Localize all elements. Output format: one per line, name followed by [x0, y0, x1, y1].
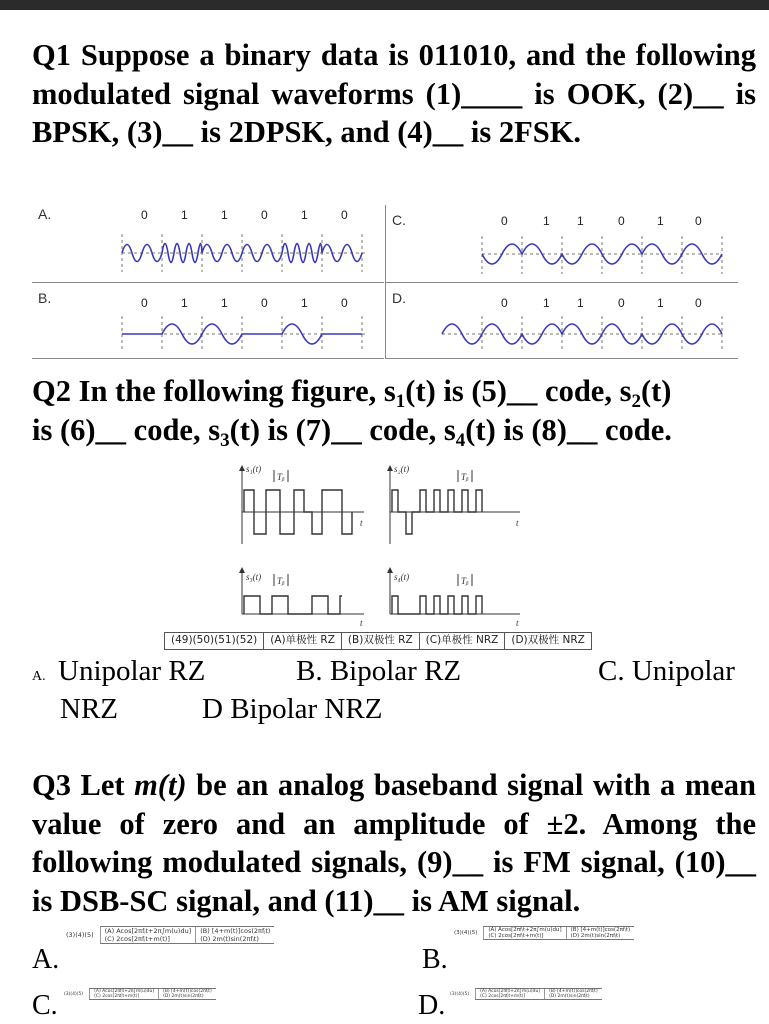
q2-text-part: (t) is (8)__ code. — [465, 412, 672, 447]
bit-label: 1 — [577, 296, 584, 310]
waveform-panel-b — [38, 290, 378, 356]
bit-label: 1 — [657, 296, 664, 310]
formula-tag: (3)(4)(5) — [454, 930, 478, 936]
subscript: 1 — [395, 391, 406, 412]
s4-label: s₄(t) — [394, 572, 410, 582]
top-bar — [0, 0, 769, 10]
t-axis-label: t — [360, 618, 363, 628]
panel-letter: C. — [392, 212, 406, 228]
bit-label: 1 — [181, 296, 188, 310]
q3-option-b-label: B. — [422, 944, 448, 975]
formula-cell: (B) [4+m(t)]cos(2πfⱼt) — [566, 927, 634, 933]
formula-cell: (D) 2m(t)sin(2πfⱼt) — [158, 994, 216, 999]
q3-option-b-formulas — [454, 926, 634, 940]
q3-option-a-label: A. — [32, 944, 60, 975]
bit-label: 0 — [695, 296, 702, 310]
option-letter: A. — [32, 669, 46, 684]
bit-label: 0 — [618, 214, 625, 228]
bit-label: 1 — [657, 214, 664, 228]
bit-label: 0 — [618, 296, 625, 310]
option-d: D Bipolar NRZ — [202, 693, 383, 725]
bit-label: 0 — [341, 208, 348, 222]
q3-text-part: be an analog baseband signal with a mean value of zero and an amplitude of ±2. Among the following modulated signals, (9)__ is FM signal, (10)__ is DSB-SC signal, and (11)__ is AM signal. — [32, 768, 756, 918]
q3-signal-symbol: m(t) — [134, 768, 187, 802]
option-c-continued: NRZ — [60, 693, 118, 725]
option-c: C. Unipolar — [598, 655, 735, 687]
subscript: 4 — [455, 429, 466, 451]
s1-label: s₁(t) — [246, 464, 262, 474]
waveform-d — [392, 310, 732, 356]
option-a: Unipolar RZ — [58, 655, 206, 687]
q2-options-table — [164, 632, 592, 650]
formula-cell: (C) 2cos[2πfⱼt+m(t)] — [475, 994, 544, 999]
q3-option-a-formulas — [66, 926, 274, 944]
table-cell: (49)(50)(51)(52) — [165, 633, 264, 649]
tb-label: Tᵦ — [277, 472, 285, 482]
waveform-b — [38, 310, 378, 356]
grid-line — [386, 358, 738, 359]
q3-option-d-label: D. — [418, 990, 446, 1021]
bit-label: 1 — [221, 296, 228, 310]
bit-label: 1 — [181, 208, 188, 222]
waveform-panel-c — [392, 212, 732, 280]
grid-line — [32, 358, 384, 359]
t-axis-label: t — [516, 618, 519, 628]
table-cell: (C)单极性 NRZ — [420, 633, 506, 649]
question-1-text: Q1 Suppose a binary data is 011010, and the following modulated signal waveforms (1)____ is OOK, (2)__ is BPSK, (3)__ is 2DPSK, and (4)__ is 2FSK. — [32, 38, 756, 149]
bit-label: 0 — [261, 208, 268, 222]
grid-line — [385, 205, 386, 359]
formula-cell: (A) Acos[2πfⱼt+2π∫m(u)du] — [100, 927, 196, 935]
panel-letter: B. — [38, 290, 52, 306]
q2-text-part: (t) is (7)__ code, s — [229, 412, 456, 447]
table-cell: (D)双极性 NRZ — [511, 634, 585, 646]
q3-option-c-label: C. — [32, 990, 58, 1021]
formula-cell: (A) Acos[2πfⱼt+2π∫m(u)du] — [483, 927, 565, 933]
formula-tag: (3)(4)(5) — [450, 991, 470, 997]
tb-label: Tᵦ — [277, 576, 285, 586]
bit-label: 1 — [577, 214, 584, 228]
bit-label: 0 — [695, 214, 702, 228]
bit-label: 0 — [501, 214, 508, 228]
formula-cell: (B) [4+m(t)]cos(2πfⱼt) — [195, 927, 274, 935]
question-2-text — [32, 372, 756, 449]
bit-label: 1 — [543, 296, 550, 310]
bit-label: 0 — [341, 296, 348, 310]
option-b: B. Bipolar RZ — [296, 655, 462, 687]
q3-option-d-formulas — [450, 988, 602, 1000]
tb-label: Tᵦ — [461, 472, 469, 482]
tb-label: Tᵦ — [461, 576, 469, 586]
bit-label: 1 — [543, 214, 550, 228]
formula-cell: (D) 2m(t)sin(2πfⱼt) — [566, 933, 634, 939]
formula-cell: (B) [4+m(t)]cos(2πfⱼt) — [544, 989, 602, 994]
q2-text-part: is (6)__ code, s — [32, 412, 221, 447]
t-axis-label: t — [516, 518, 519, 528]
formula-cell: (D) 2m(t)sin(2πfⱼt) — [544, 994, 602, 999]
q2-line-code-figure — [230, 462, 550, 630]
formula-cell: (C) 2cos[2πfⱼt+m(t)] — [483, 933, 565, 939]
waveform-c — [392, 228, 732, 280]
bit-label: 0 — [261, 296, 268, 310]
formula-tag: (3)(4)(5) — [66, 931, 94, 939]
panel-letter: D. — [392, 290, 406, 306]
waveform-panel-a — [38, 206, 378, 280]
panel-letter: A. — [38, 206, 52, 222]
table-cell: (A)单极性 RZ — [264, 633, 342, 649]
s3-label: s₃(t) — [246, 572, 262, 582]
q2-text-part: Q2 In the following figure, s — [32, 374, 396, 408]
subscript: 3 — [220, 429, 230, 451]
formula-cell: (A) Acos[2πfⱼt+2π∫m(u)du] — [89, 989, 158, 994]
table-cell: (B)双极性 RZ — [342, 633, 420, 649]
bit-label: 0 — [141, 296, 148, 310]
bit-label: 1 — [301, 208, 308, 222]
bit-label: 1 — [221, 208, 228, 222]
grid-line — [386, 282, 738, 283]
q3-text-part: Q3 Let — [32, 768, 135, 802]
formula-tag: (3)(4)(5) — [64, 991, 84, 997]
bit-label: 0 — [141, 208, 148, 222]
q2-options — [32, 654, 756, 694]
q2-text-part: (t) is (5)__ code, s — [405, 374, 632, 408]
subscript: 2 — [631, 391, 641, 412]
waveform-panel-d — [392, 290, 732, 356]
waveform-a — [38, 226, 378, 280]
formula-cell: (C) 2cos[2πfⱼt+m(t)] — [89, 994, 158, 999]
grid-line — [32, 282, 384, 283]
s2-label: s₂(t) — [394, 464, 410, 474]
question-3-text — [32, 766, 756, 920]
bit-label: 0 — [501, 296, 508, 310]
formula-cell: (A) Acos[2πfⱼt+2π∫m(u)du] — [475, 989, 544, 994]
formula-cell: (C) 2cos[2πfⱼt+m(t)] — [100, 935, 196, 943]
bit-label: 1 — [301, 296, 308, 310]
formula-cell: (B) [4+m(t)]cos(2πfⱼt) — [158, 989, 216, 994]
formula-cell: (D) 2m(t)sin(2πfⱼt) — [195, 935, 274, 943]
t-axis-label: t — [360, 518, 363, 528]
q2-text-part: (t) — [640, 374, 672, 408]
q3-option-c-formulas — [64, 988, 216, 1000]
